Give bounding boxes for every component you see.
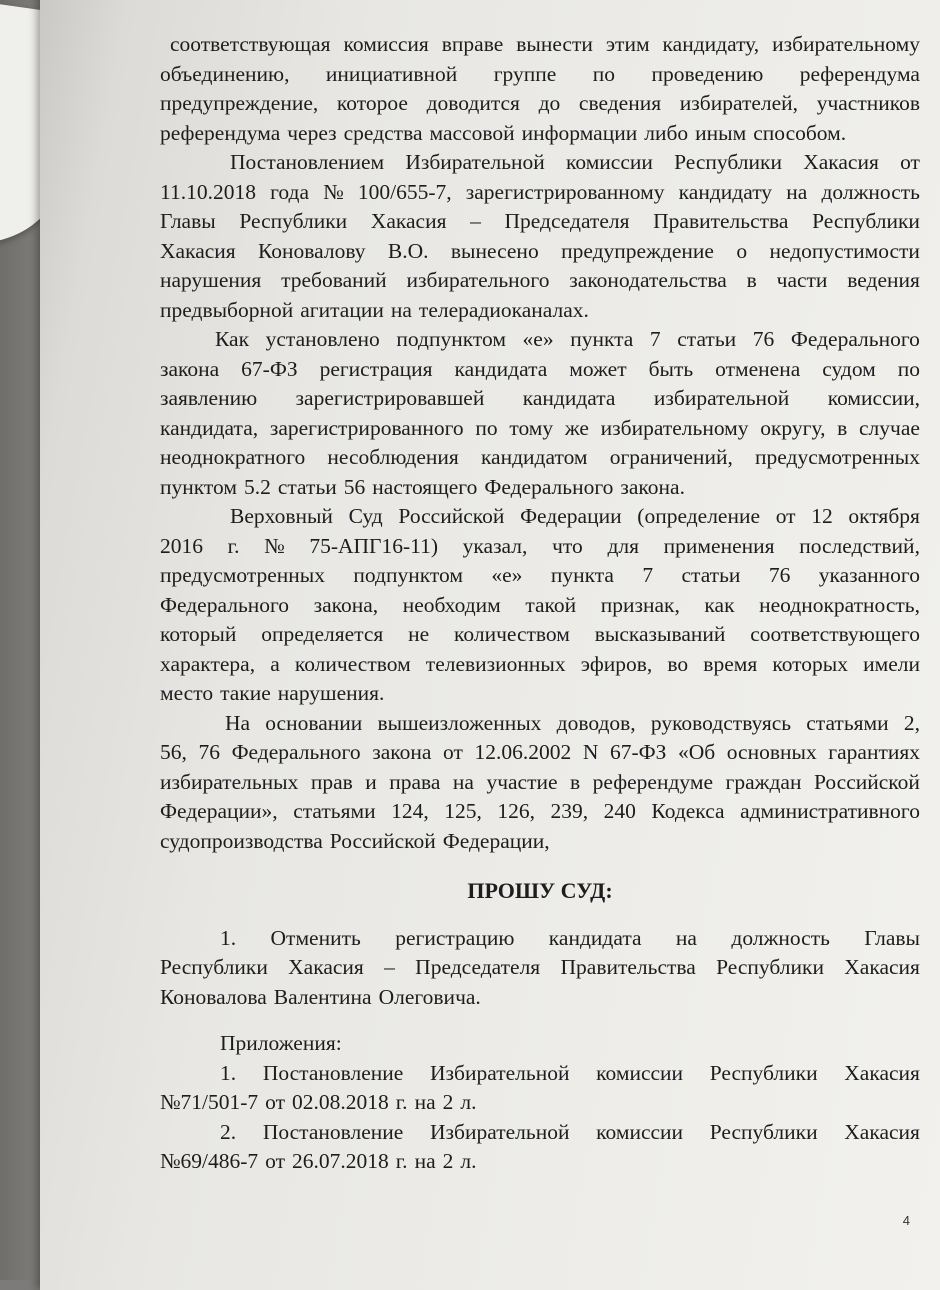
text-line: референдума через средства массовой информации либо иным способом. [160, 120, 847, 145]
text-line: Федерального закона, необходим такой признак, как неоднократность, [160, 592, 920, 617]
text-line: 56, 76 Федерального закона от 12.06.2002 N 67-ФЗ «Об основных гарантиях [160, 740, 920, 764]
attachment-item-1 [160, 1059, 920, 1118]
attachments-label: Приложения: [220, 1031, 342, 1055]
text-line: заявлению зарегистрировавшей кандидата избирательной комиссии, [160, 386, 920, 410]
text-line: 2. Постановление Избирательной комиссии Республики Хакасия [220, 1119, 920, 1144]
text-line: 1. Постановление Избирательной комиссии Республики Хакасия [220, 1060, 920, 1085]
text-line: неоднократного несоблюдения кандидатом ограничений, предусмотренных [160, 445, 920, 469]
text-line: место такие нарушения. [160, 681, 385, 705]
text-line: который определяется не количеством высказываний соответствующего [160, 622, 920, 646]
text-line: Главы Республики Хакасия – Председателя Правительства Республики [160, 209, 920, 233]
text-line: соответствующая комиссия вправе вынести этим кандидату, избирательному [170, 32, 920, 56]
text-line: кандидата, зарегистрированного по тому же избирательному округу, в случае [160, 415, 920, 440]
text-line: пунктом 5.2 статьи 56 настоящего Федерального закона. [160, 474, 685, 499]
text-line: нарушения требований избирательного законодательства в части ведения [160, 268, 920, 292]
text-line: предусмотренных подпунктом «е» пункта 7 статьи 76 указанного [160, 563, 920, 587]
text-line: №69/486-7 от 26.07.2018 г. на 2 л. [160, 1149, 477, 1173]
document-page [40, 0, 940, 1290]
paragraph-3 [160, 325, 920, 502]
text-line: Верховный Суд Российской Федерации (определение от 12 октября [230, 504, 920, 528]
text-line: Федерации», статьями 124, 125, 126, 239, 240 Кодекса административного [160, 799, 920, 823]
text-line: объединению, инициативной группе по проведению референдума [160, 61, 920, 86]
text-line: предвыборной агитации на телерадиоканалах. [160, 297, 589, 322]
text-line: 1. Отменить регистрацию кандидата на должность Главы [220, 925, 920, 950]
attachment-item-2 [160, 1118, 920, 1177]
text-line: судопроизводства Российской Федерации, [160, 828, 550, 853]
section-heading: ПРОШУ СУД: [467, 878, 613, 903]
text-line: Постановлением Избирательной комиссии Республики Хакасия от [230, 150, 920, 174]
text-line: предупреждение, которое доводится до сведения избирателей, участников [160, 91, 920, 115]
text-line: избирательных прав и права на участие в референдуме граждан Российской [160, 769, 920, 794]
page-number: 4 [902, 1213, 910, 1228]
text-line: Коновалова Валентина Олеговича. [160, 984, 481, 1009]
text-line: №71/501-7 от 02.08.2018 г. на 2 л. [160, 1090, 477, 1114]
text-line: Как установлено подпунктом «е» пункта 7 статьи 76 Федерального [215, 327, 920, 351]
paragraph-5 [160, 709, 920, 857]
paragraph-1 [160, 30, 920, 148]
request-item [160, 924, 920, 1013]
text-line: Республики Хакасия – Председателя Правительства Республики Хакасия [160, 955, 920, 979]
text-line: 2016 г. № 75-АПГ16-11) указал, что для применения последствий, [160, 533, 920, 558]
text-line: 11.10.2018 года № 100/655-7, зарегистрированному кандидату на должность [160, 179, 920, 204]
paragraph-4 [160, 502, 920, 709]
text-line: характера, а количеством телевизионных эфиров, во время которых имели [160, 651, 920, 676]
spacer [160, 1012, 920, 1029]
text-line: закона 67-ФЗ регистрация кандидата может быть отменена судом по [160, 356, 920, 381]
paragraph-2 [160, 148, 920, 325]
document-body [160, 30, 920, 1177]
text-line: Хакасия Коновалову В.О. вынесено предупреждение о недопустимости [160, 238, 920, 263]
text-line: На основании вышеизложенных доводов, руководствуясь статьями 2, [225, 710, 920, 735]
